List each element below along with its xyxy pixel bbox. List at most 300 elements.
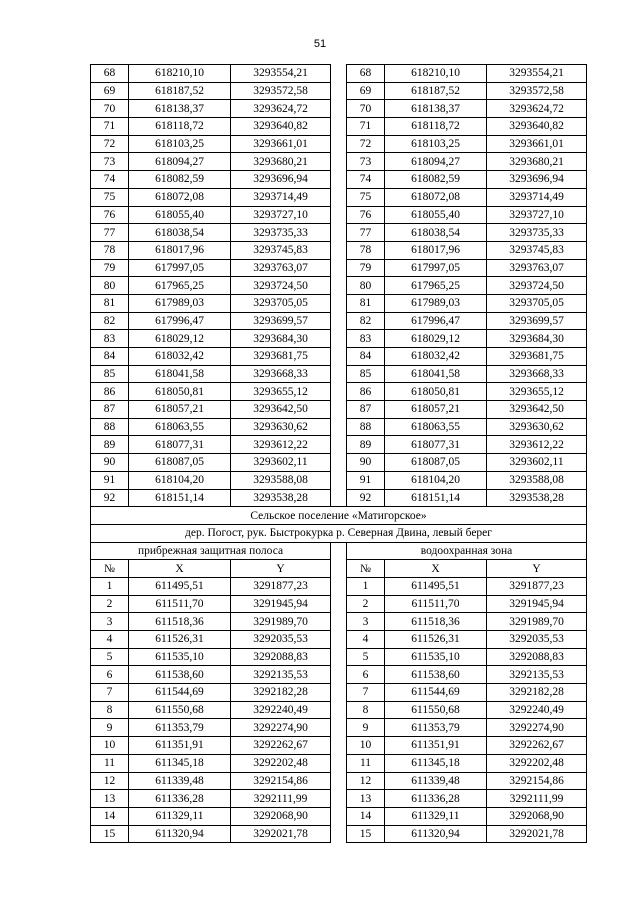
column-gap [331, 153, 347, 171]
column-gap [331, 65, 347, 83]
cell-y: 3292202,48 [487, 754, 587, 772]
cell-num: 13 [91, 790, 129, 808]
cell-y: 3292274,90 [487, 719, 587, 737]
cell-x: 618082,59 [129, 171, 231, 189]
table-row [91, 737, 587, 755]
cell-num: 74 [91, 171, 129, 189]
cell-y: 3293630,62 [487, 418, 587, 436]
cell-x: 618041,58 [385, 365, 487, 383]
cell-x: 611320,94 [385, 825, 487, 843]
cell-x: 618038,54 [385, 224, 487, 242]
cell-y: 3293705,05 [231, 294, 331, 312]
cell-y: 3293624,72 [231, 100, 331, 118]
cell-y: 3293727,10 [231, 206, 331, 224]
column-gap [331, 825, 347, 843]
column-gap [331, 701, 347, 719]
cell-num: 91 [91, 471, 129, 489]
cell-num: 92 [91, 489, 129, 507]
column-gap [331, 206, 347, 224]
column-gap [331, 171, 347, 189]
column-gap [331, 754, 347, 772]
cell-y: 3293655,12 [231, 383, 331, 401]
cell-x: 618187,52 [385, 82, 487, 100]
column-gap [331, 737, 347, 755]
cell-num: 80 [347, 277, 385, 295]
cell-num: 70 [91, 100, 129, 118]
cell-y: 3292202,48 [231, 754, 331, 772]
table-row [91, 684, 587, 702]
table-row [91, 631, 587, 649]
column-gap [331, 684, 347, 702]
cell-y: 3293735,33 [231, 224, 331, 242]
cell-x: 618087,05 [385, 454, 487, 472]
cell-x: 618077,31 [129, 436, 231, 454]
cell-x: 618050,81 [129, 383, 231, 401]
cell-y: 3293735,33 [487, 224, 587, 242]
cell-x: 617996,47 [129, 312, 231, 330]
cell-x: 618029,12 [385, 330, 487, 348]
cell-x: 611526,31 [129, 631, 231, 649]
cell-y: 3293684,30 [231, 330, 331, 348]
cell-x: 611353,79 [129, 719, 231, 737]
cell-x: 611511,70 [385, 595, 487, 613]
cell-x: 618082,59 [385, 171, 487, 189]
cell-y: 3293714,49 [487, 188, 587, 206]
cell-y: 3293661,01 [231, 135, 331, 153]
cell-y: 3293681,75 [487, 348, 587, 366]
cell-num: 75 [91, 188, 129, 206]
cell-y: 3293699,57 [487, 312, 587, 330]
cell-y: 3292182,28 [231, 684, 331, 702]
cell-x: 618151,14 [385, 489, 487, 507]
table-row [91, 701, 587, 719]
cell-num: 68 [347, 65, 385, 83]
cell-num: 72 [91, 135, 129, 153]
cell-num: 68 [91, 65, 129, 83]
cell-num: 4 [347, 631, 385, 649]
cell-x: 611544,69 [129, 684, 231, 702]
location-title: дер. Погост, рук. Быстрокурка р. Северная Двина, левый берег [91, 524, 587, 542]
table-row [91, 454, 587, 472]
table-row [91, 436, 587, 454]
cell-num: 7 [91, 684, 129, 702]
cell-x: 611544,69 [385, 684, 487, 702]
cell-x: 611495,51 [385, 577, 487, 595]
cell-y: 3291945,94 [231, 595, 331, 613]
cell-y: 3293724,50 [231, 277, 331, 295]
cell-y: 3293763,07 [231, 259, 331, 277]
cell-y: 3291877,23 [487, 577, 587, 595]
column-gap [331, 577, 347, 595]
cell-x: 611339,48 [385, 772, 487, 790]
cell-x: 618032,42 [129, 348, 231, 366]
cell-num: 12 [91, 772, 129, 790]
cell-y: 3292262,67 [487, 737, 587, 755]
cell-y: 3293661,01 [487, 135, 587, 153]
table-row [91, 294, 587, 312]
table-row [91, 224, 587, 242]
table-row [91, 613, 587, 631]
column-gap [331, 454, 347, 472]
cell-num: 79 [91, 259, 129, 277]
cell-num: 2 [347, 595, 385, 613]
cell-x: 611495,51 [129, 577, 231, 595]
cell-y: 3293724,50 [487, 277, 587, 295]
left-zone-title: прибрежная защитная полоса [91, 542, 331, 560]
column-gap [331, 224, 347, 242]
cell-num: 79 [347, 259, 385, 277]
table-row [91, 312, 587, 330]
table-row [91, 65, 587, 83]
column-gap [331, 82, 347, 100]
column-gap [331, 471, 347, 489]
cell-y: 3292035,53 [231, 631, 331, 649]
table-row [91, 171, 587, 189]
cell-x: 617997,05 [129, 259, 231, 277]
cell-y: 3293612,22 [231, 436, 331, 454]
cell-y: 3293640,82 [487, 118, 587, 136]
cell-num: 15 [91, 825, 129, 843]
cell-num: 76 [91, 206, 129, 224]
column-gap [331, 277, 347, 295]
cell-y: 3293612,22 [487, 436, 587, 454]
cell-x: 618094,27 [129, 153, 231, 171]
cell-num: 90 [91, 454, 129, 472]
cell-x: 618118,72 [129, 118, 231, 136]
cell-y: 3293699,57 [231, 312, 331, 330]
column-gap [331, 807, 347, 825]
cell-x: 611339,48 [129, 772, 231, 790]
cell-num: 14 [91, 807, 129, 825]
cell-x: 618055,40 [385, 206, 487, 224]
column-gap [331, 613, 347, 631]
cell-x: 618104,20 [385, 471, 487, 489]
column-gap [331, 241, 347, 259]
cell-y: 3292240,49 [487, 701, 587, 719]
cell-x: 611550,68 [385, 701, 487, 719]
cell-y: 3293642,50 [231, 401, 331, 419]
table-row [91, 135, 587, 153]
page-number: 51 [313, 38, 327, 50]
table-row [91, 259, 587, 277]
column-gap [331, 188, 347, 206]
cell-num: 11 [91, 754, 129, 772]
cell-y: 3292035,53 [487, 631, 587, 649]
cell-num: 91 [347, 471, 385, 489]
cell-num: 10 [91, 737, 129, 755]
cell-x: 618210,10 [129, 65, 231, 83]
header-x: X [385, 560, 487, 578]
cell-y: 3292182,28 [487, 684, 587, 702]
column-gap [331, 259, 347, 277]
header-y: Y [487, 560, 587, 578]
cell-y: 3293696,94 [231, 171, 331, 189]
table-row [91, 82, 587, 100]
cell-x: 611353,79 [385, 719, 487, 737]
cell-x: 611345,18 [129, 754, 231, 772]
cell-x: 618029,12 [129, 330, 231, 348]
cell-x: 611518,36 [385, 613, 487, 631]
header-x: X [129, 560, 231, 578]
cell-num: 89 [91, 436, 129, 454]
table-row [91, 666, 587, 684]
cell-num: 13 [347, 790, 385, 808]
cell-y: 3292021,78 [231, 825, 331, 843]
cell-num: 69 [91, 82, 129, 100]
cell-y: 3292088,83 [487, 648, 587, 666]
table-row [91, 241, 587, 259]
cell-num: 75 [347, 188, 385, 206]
cell-y: 3291877,23 [231, 577, 331, 595]
column-gap [331, 330, 347, 348]
cell-num: 81 [347, 294, 385, 312]
cell-x: 618103,25 [129, 135, 231, 153]
table-row [91, 365, 587, 383]
cell-x: 617989,03 [385, 294, 487, 312]
cell-y: 3293572,58 [231, 82, 331, 100]
cell-num: 14 [347, 807, 385, 825]
cell-y: 3293745,83 [231, 241, 331, 259]
cell-y: 3292021,78 [487, 825, 587, 843]
cell-x: 611351,91 [385, 737, 487, 755]
cell-x: 618104,20 [129, 471, 231, 489]
column-gap [331, 790, 347, 808]
cell-y: 3293538,28 [487, 489, 587, 507]
cell-num: 5 [347, 648, 385, 666]
coordinates-table [90, 64, 587, 843]
cell-y: 3293763,07 [487, 259, 587, 277]
cell-num: 72 [347, 135, 385, 153]
cell-y: 3293696,94 [487, 171, 587, 189]
table-row [91, 401, 587, 419]
cell-num: 76 [347, 206, 385, 224]
cell-num: 85 [347, 365, 385, 383]
cell-x: 618210,10 [385, 65, 487, 83]
column-gap [331, 365, 347, 383]
cell-num: 82 [347, 312, 385, 330]
column-gap [331, 383, 347, 401]
cell-x: 618151,14 [129, 489, 231, 507]
table-row [91, 153, 587, 171]
cell-y: 3293640,82 [231, 118, 331, 136]
cell-x: 618055,40 [129, 206, 231, 224]
cell-y: 3293602,11 [231, 454, 331, 472]
cell-num: 1 [347, 577, 385, 595]
column-gap [331, 401, 347, 419]
column-gap [331, 560, 347, 578]
cell-x: 618118,72 [385, 118, 487, 136]
column-gap [331, 542, 347, 560]
table-row [91, 790, 587, 808]
cell-x: 618103,25 [385, 135, 487, 153]
table-row [91, 825, 587, 843]
cell-num: 15 [347, 825, 385, 843]
cell-num: 70 [347, 100, 385, 118]
cell-x: 618094,27 [385, 153, 487, 171]
column-gap [331, 348, 347, 366]
bottom-rows [91, 577, 587, 842]
right-zone-title: водоохранная зона [347, 542, 587, 560]
cell-x: 611518,36 [129, 613, 231, 631]
cell-num: 4 [91, 631, 129, 649]
cell-x: 618063,55 [385, 418, 487, 436]
header-y: Y [231, 560, 331, 578]
cell-x: 618017,96 [129, 241, 231, 259]
table-row [91, 383, 587, 401]
cell-x: 611535,10 [129, 648, 231, 666]
cell-num: 8 [347, 701, 385, 719]
table-row [91, 772, 587, 790]
cell-num: 73 [347, 153, 385, 171]
cell-x: 611511,70 [129, 595, 231, 613]
cell-num: 92 [347, 489, 385, 507]
cell-x: 617997,05 [385, 259, 487, 277]
cell-y: 3293705,05 [487, 294, 587, 312]
cell-num: 87 [91, 401, 129, 419]
cell-x: 617989,03 [129, 294, 231, 312]
table-row [91, 206, 587, 224]
table-row [91, 188, 587, 206]
cell-y: 3293680,21 [487, 153, 587, 171]
cell-x: 618063,55 [129, 418, 231, 436]
top-rows [91, 65, 587, 507]
cell-x: 618087,05 [129, 454, 231, 472]
cell-x: 611538,60 [129, 666, 231, 684]
cell-y: 3293588,08 [487, 471, 587, 489]
cell-num: 6 [91, 666, 129, 684]
column-gap [331, 135, 347, 153]
cell-y: 3292154,86 [487, 772, 587, 790]
cell-y: 3291989,70 [487, 613, 587, 631]
cell-num: 87 [347, 401, 385, 419]
cell-y: 3293680,21 [231, 153, 331, 171]
table-row [91, 100, 587, 118]
cell-x: 611336,28 [385, 790, 487, 808]
table-row [91, 418, 587, 436]
cell-y: 3292068,90 [231, 807, 331, 825]
cell-num: 78 [347, 241, 385, 259]
cell-x: 611345,18 [385, 754, 487, 772]
cell-y: 3292274,90 [231, 719, 331, 737]
cell-y: 3293642,50 [487, 401, 587, 419]
cell-x: 618057,21 [385, 401, 487, 419]
cell-num: 10 [347, 737, 385, 755]
cell-y: 3293624,72 [487, 100, 587, 118]
cell-num: 9 [91, 719, 129, 737]
table-row [91, 719, 587, 737]
cell-x: 618072,08 [129, 188, 231, 206]
table-row [91, 577, 587, 595]
column-gap [331, 118, 347, 136]
cell-num: 71 [347, 118, 385, 136]
cell-num: 88 [91, 418, 129, 436]
cell-y: 3293745,83 [487, 241, 587, 259]
cell-y: 3293602,11 [487, 454, 587, 472]
cell-num: 8 [91, 701, 129, 719]
column-gap [331, 436, 347, 454]
cell-x: 618072,08 [385, 188, 487, 206]
cell-num: 82 [91, 312, 129, 330]
cell-x: 618057,21 [129, 401, 231, 419]
cell-y: 3293554,21 [231, 65, 331, 83]
cell-x: 618077,31 [385, 436, 487, 454]
cell-num: 3 [347, 613, 385, 631]
cell-num: 86 [91, 383, 129, 401]
cell-num: 77 [347, 224, 385, 242]
table-row [91, 648, 587, 666]
table-row [91, 330, 587, 348]
section-header [91, 507, 587, 578]
cell-num: 77 [91, 224, 129, 242]
cell-num: 83 [91, 330, 129, 348]
header-num: № [347, 560, 385, 578]
cell-x: 618138,37 [129, 100, 231, 118]
cell-x: 611550,68 [129, 701, 231, 719]
cell-x: 611329,11 [385, 807, 487, 825]
table-row [91, 471, 587, 489]
cell-y: 3293572,58 [487, 82, 587, 100]
cell-num: 71 [91, 118, 129, 136]
cell-num: 7 [347, 684, 385, 702]
column-gap [331, 489, 347, 507]
cell-x: 618138,37 [385, 100, 487, 118]
cell-y: 3291945,94 [487, 595, 587, 613]
table-row [91, 807, 587, 825]
table-row [91, 754, 587, 772]
cell-num: 1 [91, 577, 129, 595]
cell-y: 3292111,99 [487, 790, 587, 808]
cell-x: 618038,54 [129, 224, 231, 242]
column-gap [331, 772, 347, 790]
cell-num: 86 [347, 383, 385, 401]
cell-x: 618187,52 [129, 82, 231, 100]
cell-num: 83 [347, 330, 385, 348]
cell-num: 84 [347, 348, 385, 366]
cell-num: 11 [347, 754, 385, 772]
cell-num: 69 [347, 82, 385, 100]
table-row [91, 489, 587, 507]
cell-num: 89 [347, 436, 385, 454]
cell-x: 611535,10 [385, 648, 487, 666]
cell-num: 88 [347, 418, 385, 436]
column-gap [331, 312, 347, 330]
cell-num: 2 [91, 595, 129, 613]
cell-num: 90 [347, 454, 385, 472]
cell-num: 12 [347, 772, 385, 790]
cell-x: 618041,58 [129, 365, 231, 383]
cell-num: 80 [91, 277, 129, 295]
table-row [91, 118, 587, 136]
table-row [91, 277, 587, 295]
column-gap [331, 648, 347, 666]
cell-y: 3293538,28 [231, 489, 331, 507]
cell-num: 85 [91, 365, 129, 383]
cell-y: 3293588,08 [231, 471, 331, 489]
cell-x: 611351,91 [129, 737, 231, 755]
cell-y: 3293727,10 [487, 206, 587, 224]
cell-num: 74 [347, 171, 385, 189]
cell-x: 611329,11 [129, 807, 231, 825]
cell-x: 618050,81 [385, 383, 487, 401]
cell-x: 611320,94 [129, 825, 231, 843]
cell-y: 3293668,33 [231, 365, 331, 383]
cell-y: 3292068,90 [487, 807, 587, 825]
table-row [91, 595, 587, 613]
cell-y: 3293681,75 [231, 348, 331, 366]
cell-num: 84 [91, 348, 129, 366]
cell-y: 3293714,49 [231, 188, 331, 206]
cell-y: 3292088,83 [231, 648, 331, 666]
